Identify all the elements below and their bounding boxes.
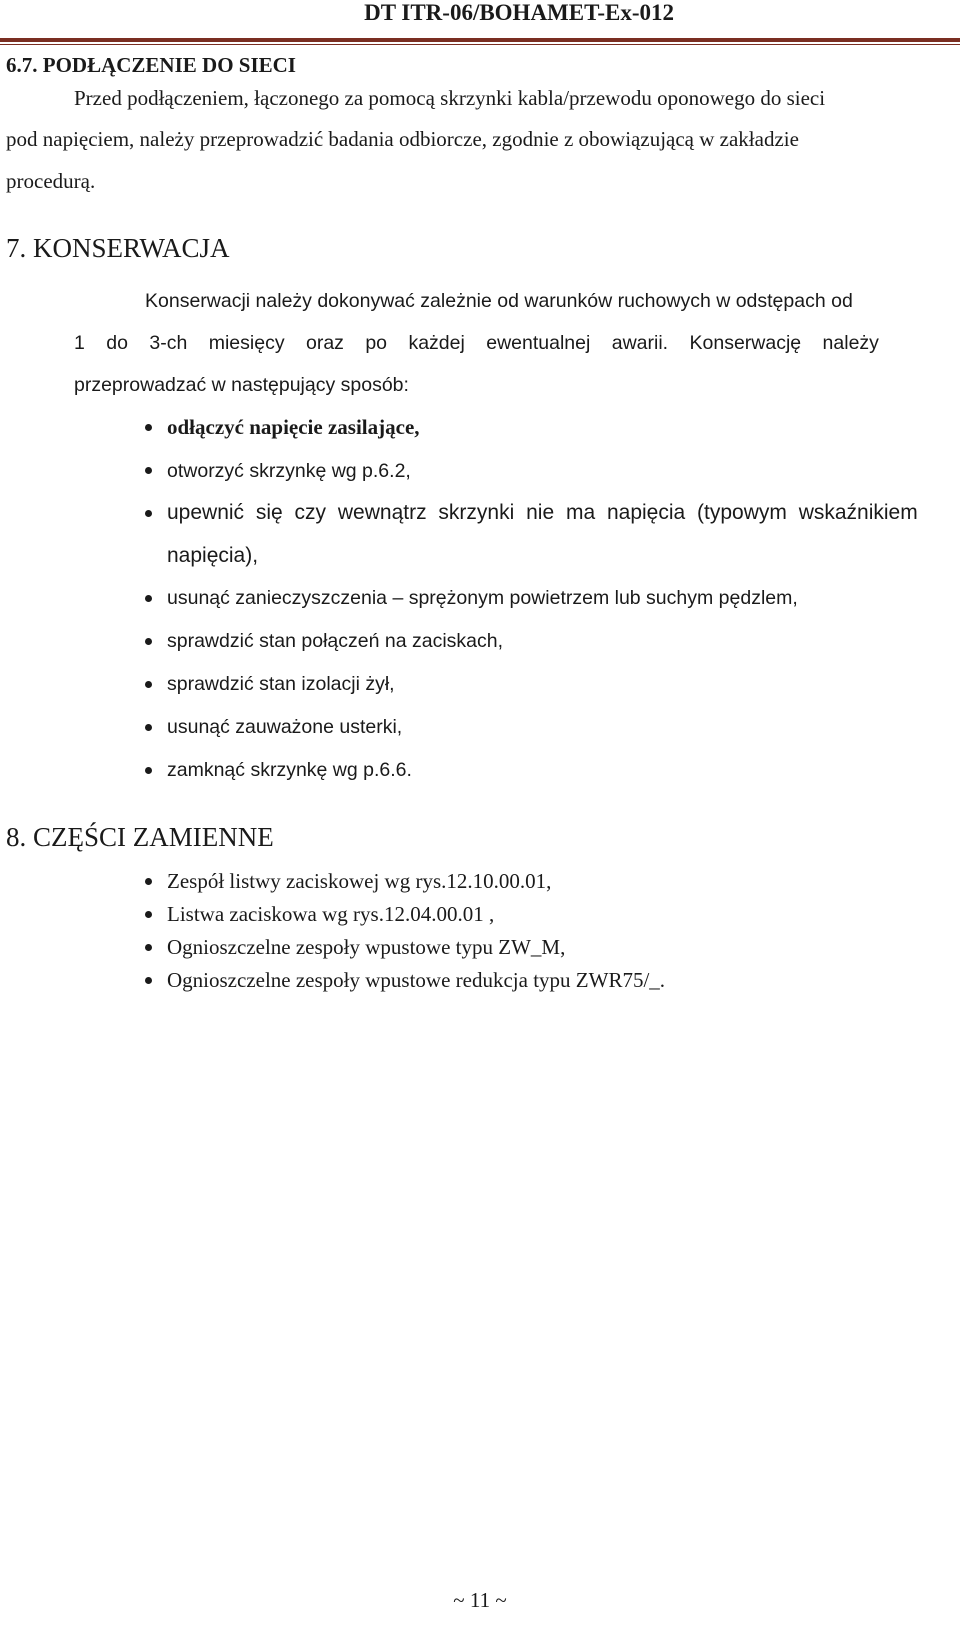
section-8-heading: 8. CZĘŚCI ZAMIENNE (6, 822, 274, 852)
bullet-icon (145, 944, 152, 951)
list-item-line-1 (145, 500, 920, 526)
section-7-heading: 7. KONSERWACJA (6, 233, 230, 263)
section-6-7-line-3: procedurą. (6, 169, 96, 193)
section-7-line-1: Konserwacji należy dokonywać zależnie od warunków ruchowych w odstępach od (145, 290, 853, 312)
section-6-7-line-1: Przed podłączeniem, łączonego za pomocą skrzynki kabla/przewodu oponowego do sieci (74, 86, 826, 110)
line-text: pod napięciem, należy przeprowadzić badania odbiorcze, zgodnie z obowiązującą w zakładzie (6, 127, 799, 151)
list-item (145, 628, 798, 654)
list-item (145, 967, 665, 993)
list-item (145, 757, 798, 783)
list-item-text: Listwa zaciskowa wg rys.12.04.00.01 , (167, 902, 495, 926)
list-item-text: sprawdzić stan połączeń na zaciskach, (167, 630, 504, 652)
bullet-icon (145, 424, 152, 431)
bullet-icon (145, 878, 152, 885)
spare-parts-list (145, 868, 665, 1000)
bullet-icon (145, 510, 152, 517)
section-7-line-3: przeprowadzać w następujący sposób: (74, 374, 409, 396)
header-rule-thin (0, 44, 960, 45)
list-item-text: otworzyć skrzynkę wg p.6.2, (167, 460, 411, 482)
list-item (145, 585, 798, 611)
bullet-icon (145, 767, 152, 774)
section-7-line-2: 1 do 3-ch miesięcy oraz po każdej ewentualnej awarii. Konserwację należy (74, 332, 879, 354)
list-item (145, 868, 665, 894)
maintenance-steps-list-b (145, 585, 798, 800)
page-header (0, 0, 960, 48)
list-item (145, 414, 420, 440)
bullet-icon (145, 638, 152, 645)
bullet-icon (145, 595, 152, 602)
list-item-wrapped (145, 500, 920, 569)
bullet-icon (145, 911, 152, 918)
list-item (145, 457, 420, 484)
bullet-icon (145, 724, 152, 731)
bullet-icon (145, 977, 152, 984)
list-item (145, 671, 798, 697)
list-item-text: Zespół listwy zaciskowej wg rys.12.10.00.01, (167, 869, 552, 893)
list-item-text: zamknąć skrzynkę wg p.6.6. (167, 759, 412, 781)
list-item-text: usunąć zauważone usterki, (167, 716, 403, 738)
list-item (145, 934, 665, 960)
list-item-text: Ognioszczelne zespoły wpustowe typu ZW_M, (167, 935, 566, 959)
list-item-text: usunąć zanieczyszczenia – sprężonym powietrzem lub suchym pędzlem, (167, 587, 798, 609)
header-rule (0, 38, 960, 42)
bullet-icon (145, 467, 152, 474)
list-item-text: odłączyć napięcie zasilające, (167, 415, 420, 439)
list-item-line-2: napięcia), (167, 544, 259, 567)
maintenance-steps-list-a (145, 414, 420, 501)
list-item (145, 714, 798, 740)
page-number: ~ 11 ~ (453, 1588, 507, 1612)
section-6-7-line-2 (6, 126, 920, 152)
bullet-icon (145, 681, 152, 688)
document-code: DT ITR-06/BOHAMET-Ex-012 (364, 0, 674, 25)
list-item-text: sprawdzić stan izolacji żył, (167, 673, 395, 695)
list-item-text: Ognioszczelne zespoły wpustowe redukcja typu ZWR75/_. (167, 968, 666, 992)
list-item-text: upewnić się czy wewnątrz skrzynki nie ma napięcia (typowym wskaźnikiem (167, 501, 918, 524)
section-6-7-heading: 6.7. PODŁĄCZENIE DO SIECI (6, 53, 296, 77)
list-item (145, 901, 665, 927)
